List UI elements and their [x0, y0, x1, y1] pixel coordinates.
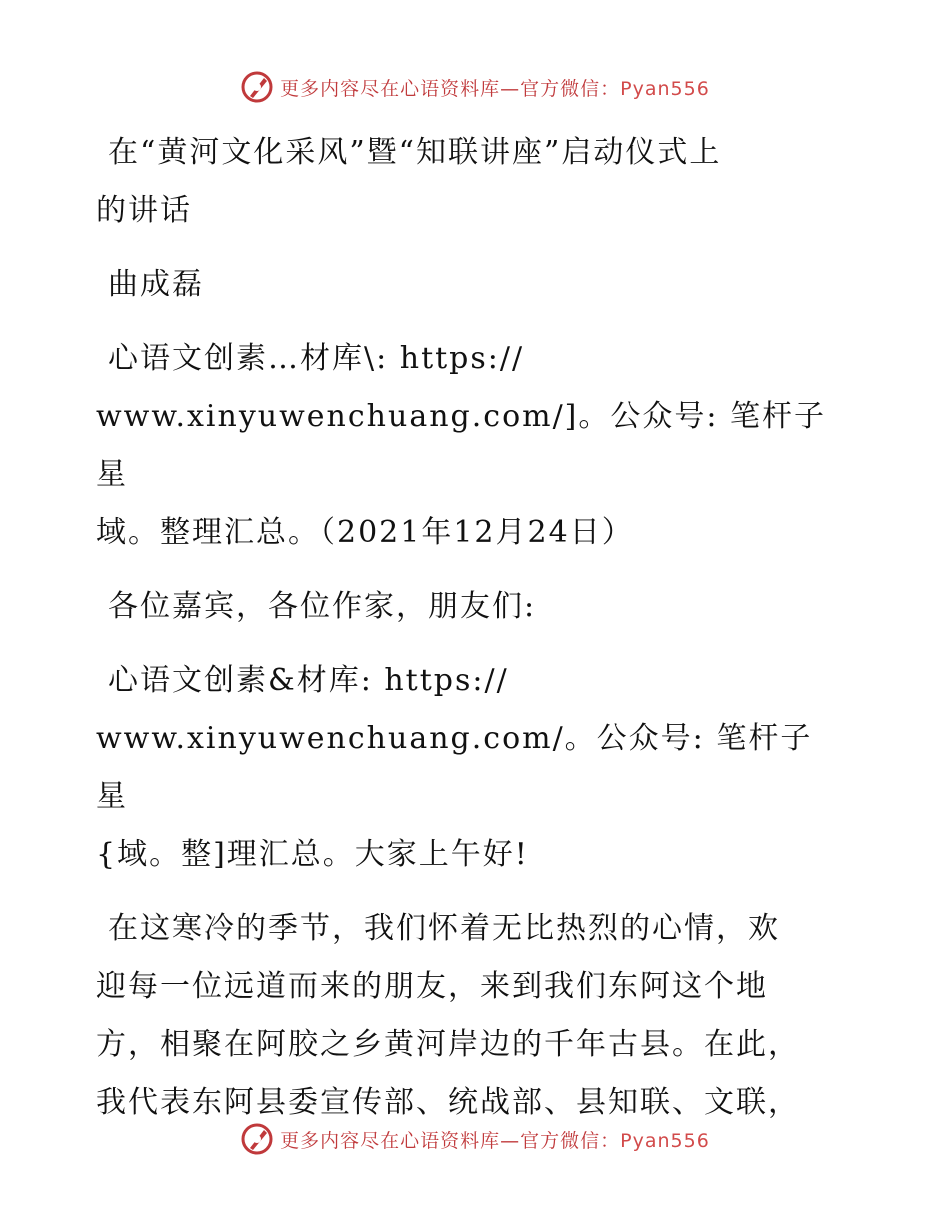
quill-logo-icon [240, 70, 274, 104]
header-watermark-banner [0, 70, 950, 104]
source-note-1-line-3: 域。整理汇总。（2021年12月24日） [96, 515, 634, 550]
footer-watermark-banner [0, 1122, 950, 1156]
body-line-3: 方，相聚在阿胶之乡黄河岸边的千年古县。在此， [96, 1027, 800, 1062]
banner-wechat-id: Pyan556 [620, 1129, 710, 1152]
source-note-2-line-2: www.xinyuwenchuang.com/。公众号: 笔杆子星 [96, 721, 813, 814]
body-line-2: 迎每一位远道而来的朋友，来到我们东阿这个地 [96, 969, 768, 1004]
body-line-1: 在这寒冷的季节，我们怀着无比热烈的心情，欢 [108, 911, 780, 946]
source-note-1-line-1: 心语文创素…材库\: https:// [108, 341, 525, 376]
banner-wechat-id: Pyan556 [620, 77, 710, 100]
source-note-2-line-1: 心语文创素&材库: https:// [108, 663, 509, 698]
doc-title-line-2: 的讲话 [96, 193, 192, 228]
document-body [96, 124, 836, 1132]
source-note-2-line-3: {域。整]理汇总。大家上午好! [96, 837, 529, 872]
doc-title-line-1: 在“黄河文化采风”暨“知联讲座”启动仪式上 [108, 135, 722, 170]
greeting: 各位嘉宾，各位作家，朋友们: [108, 589, 537, 624]
author-name: 曲成磊 [108, 267, 204, 302]
quill-logo-icon [240, 1122, 274, 1156]
source-note-1-line-2: www.xinyuwenchuang.com/]。公众号: 笔杆子星 [96, 399, 827, 492]
banner-text: 更多内容尽在心语资料库—官方微信：Pyan556 [280, 1129, 710, 1152]
banner-text: 更多内容尽在心语资料库—官方微信：Pyan556 [280, 77, 710, 100]
body-line-4: 我代表东阿县委宣传部、统战部、县知联、文联， [96, 1085, 800, 1120]
